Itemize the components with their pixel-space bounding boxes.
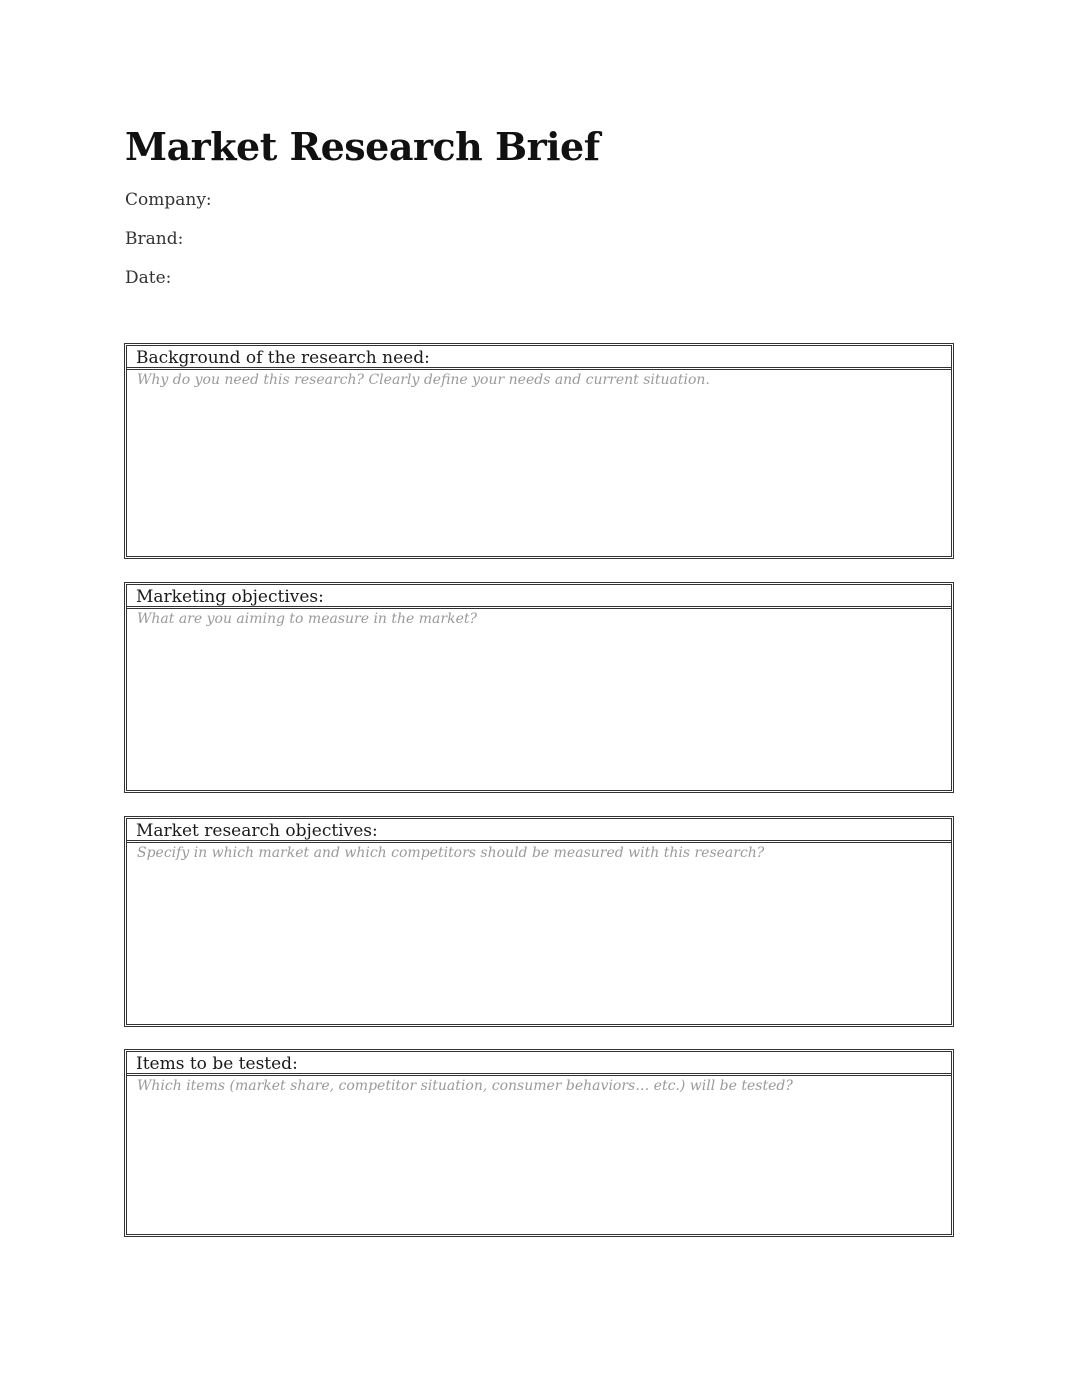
section-items-to-be-tested xyxy=(124,1049,954,1237)
section-prompt[interactable]: Why do you need this research? Clearly define your needs and current situation. xyxy=(137,372,710,388)
section-prompt[interactable]: What are you aiming to measure in the market? xyxy=(137,611,477,627)
section-heading: Items to be tested: xyxy=(127,1052,951,1076)
section-market-research-objectives xyxy=(124,816,954,1027)
date-field-label: Date: xyxy=(125,268,172,288)
section-background xyxy=(124,343,954,559)
company-field-label: Company: xyxy=(125,190,212,210)
brand-field-label: Brand: xyxy=(125,229,184,249)
page-title: Market Research Brief xyxy=(125,124,600,169)
section-marketing-objectives xyxy=(124,582,954,793)
section-prompt[interactable]: Specify in which market and which competitors should be measured with this research? xyxy=(137,845,765,861)
section-heading: Background of the research need: xyxy=(127,346,951,370)
section-heading: Market research objectives: xyxy=(127,819,951,843)
section-prompt[interactable]: Which items (market share, competitor situation, consumer behaviors… etc.) will be tested? xyxy=(137,1078,793,1094)
section-heading: Marketing objectives: xyxy=(127,585,951,609)
